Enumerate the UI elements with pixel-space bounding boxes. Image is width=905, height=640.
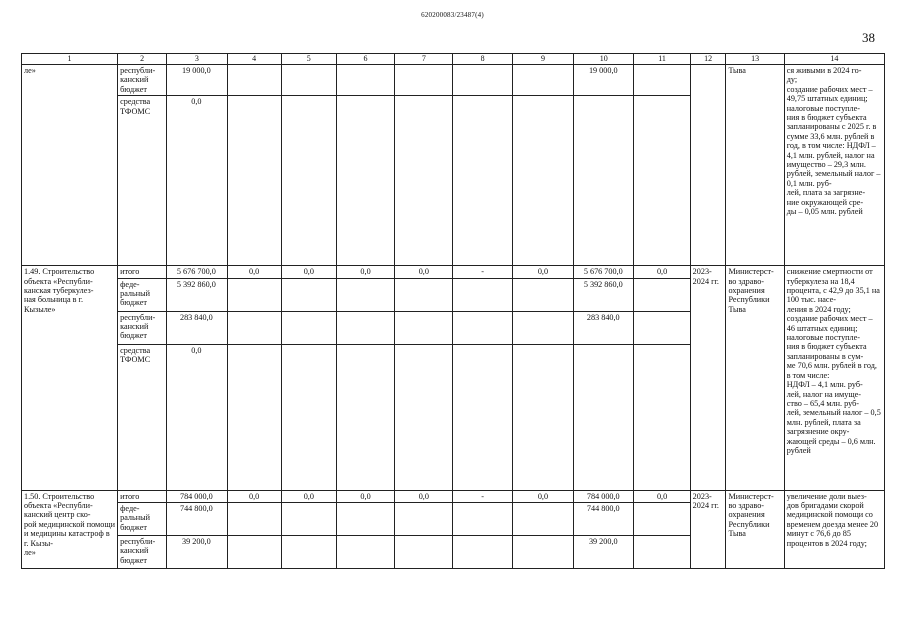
amount-cell [512, 503, 573, 536]
amount-cell [395, 503, 453, 536]
amount-cell [281, 278, 336, 311]
amount-cell [227, 96, 281, 266]
amount-cell [512, 278, 573, 311]
amount-cell: 0,0 [395, 266, 453, 278]
period-cell: 2023- 2024 гг. [690, 266, 726, 490]
amount-cell: 744 800,0 [574, 503, 634, 536]
measure-title-cell: 1.50. Строительство объекта «Республи- канский центр ско- рой медицинской помощи и медицины катастроф в г. Кызы- ле» [22, 490, 118, 568]
amount-cell: 0,0 [512, 490, 573, 502]
executor-cell: Министерст- во здраво- охранения Республики Тыва [726, 490, 784, 568]
table-row [22, 266, 885, 278]
amount-cell [227, 344, 281, 490]
amount-cell [512, 311, 573, 344]
amount-cell [395, 311, 453, 344]
table-row [22, 490, 885, 502]
column-number-cell: 14 [784, 54, 884, 65]
result-cell: увеличение доли выез- дов бригадами скорой медицинской помощи со временем доезда менее 20 минут с 76,6 до 85 процентов в 2024 году; [784, 490, 884, 568]
amount-cell [227, 65, 281, 96]
column-number-cell: 11 [634, 54, 690, 65]
amount-cell: 0,0 [281, 266, 336, 278]
amount-cell: 0,0 [395, 490, 453, 502]
amount-cell: 0,0 [634, 490, 690, 502]
funding-source-cell: республи- канский бюджет [118, 311, 167, 344]
column-number-cell: 4 [227, 54, 281, 65]
amount-cell [512, 96, 573, 266]
amount-cell: - [453, 266, 512, 278]
amount-cell: 0,0 [336, 490, 394, 502]
amount-cell: 0,0 [167, 96, 227, 266]
amount-cell: 0,0 [227, 490, 281, 502]
result-cell: снижение смертности от туберкулеза на 18,4 процента, с 42,9 до 35,1 на 100 тыс. насе- ления в 2024 году; создание рабочих мест – 46 штатных единиц; налоговые поступле- ния в бюджет субъекта запланированы в сум- ме 70,6 млн. рублей в год, в том числе: НДФЛ – 4,1 млн. руб- лей, налог на имуще- ство – 65,4 млн. руб- лей, земельный налог – 0,5 млн. рублей, плата за загрязнение окру- жающей среды – 0,6 млн. рублей [784, 266, 884, 490]
period-cell: 2023- 2024 гг. [690, 490, 726, 568]
column-number-row [22, 54, 885, 65]
amount-cell [512, 344, 573, 490]
amount-cell [336, 278, 394, 311]
funding-source-cell: средства ТФОМС [118, 344, 167, 490]
amount-cell [227, 536, 281, 569]
amount-cell [336, 311, 394, 344]
amount-cell: 784 000,0 [167, 490, 227, 502]
funding-source-cell: итого [118, 266, 167, 278]
amount-cell [634, 278, 690, 311]
amount-cell [453, 96, 512, 266]
amount-cell [395, 278, 453, 311]
amount-cell [634, 503, 690, 536]
document-id: 620200083/23487(4) [421, 11, 484, 19]
program-table [21, 53, 885, 569]
amount-cell [453, 65, 512, 96]
column-number-cell: 1 [22, 54, 118, 65]
amount-cell: 0,0 [281, 490, 336, 502]
measure-title-cell: ле» [22, 65, 118, 266]
amount-cell [336, 536, 394, 569]
amount-cell: 5 392 860,0 [574, 278, 634, 311]
amount-cell [281, 311, 336, 344]
amount-cell [634, 344, 690, 490]
amount-cell: - [453, 490, 512, 502]
funding-source-cell: феде- ральный бюджет [118, 503, 167, 536]
column-number-cell: 13 [726, 54, 784, 65]
amount-cell: 283 840,0 [167, 311, 227, 344]
amount-cell: 19 000,0 [167, 65, 227, 96]
amount-cell [574, 96, 634, 266]
amount-cell [453, 344, 512, 490]
amount-cell [634, 96, 690, 266]
column-number-cell: 2 [118, 54, 167, 65]
column-number-cell: 12 [690, 54, 726, 65]
column-number-cell: 10 [574, 54, 634, 65]
amount-cell: 283 840,0 [574, 311, 634, 344]
amount-cell: 0,0 [634, 266, 690, 278]
amount-cell: 784 000,0 [574, 490, 634, 502]
column-number-cell: 7 [395, 54, 453, 65]
amount-cell [395, 96, 453, 266]
amount-cell [453, 503, 512, 536]
column-number-cell: 3 [167, 54, 227, 65]
amount-cell [453, 311, 512, 344]
amount-cell: 5 676 700,0 [574, 266, 634, 278]
result-cell: ся живыми в 2024 го- ду; создание рабочих мест – 49,75 штатных единиц; налоговые поступле- ния в бюджет субъекта запланированы с 2025 г. в сумме 33,6 млн. рублей в год, в том числе: НДФЛ – 4,1 млн. рублей, налог на имущество – 29,3 млн. рублей, земельный налог – 0,1 млн. руб- лей, плата за загрязне- ние окружающей сре- ды – 0,05 млн. рублей [784, 65, 884, 266]
amount-cell: 0,0 [227, 266, 281, 278]
table-row [22, 65, 885, 96]
amount-cell: 744 800,0 [167, 503, 227, 536]
amount-cell: 0,0 [336, 266, 394, 278]
amount-cell [227, 278, 281, 311]
amount-cell [336, 96, 394, 266]
amount-cell: 39 200,0 [574, 536, 634, 569]
amount-cell [395, 344, 453, 490]
amount-cell [336, 344, 394, 490]
amount-cell [281, 344, 336, 490]
column-number-cell: 9 [512, 54, 573, 65]
amount-cell [634, 65, 690, 96]
amount-cell [634, 536, 690, 569]
amount-cell: 5 676 700,0 [167, 266, 227, 278]
amount-cell [634, 311, 690, 344]
funding-source-cell: республи- канский бюджет [118, 65, 167, 96]
amount-cell [453, 536, 512, 569]
column-number-cell: 5 [281, 54, 336, 65]
amount-cell [336, 503, 394, 536]
executor-cell: Тыва [726, 65, 784, 266]
amount-cell [574, 344, 634, 490]
amount-cell [281, 503, 336, 536]
period-cell [690, 65, 726, 266]
amount-cell: 39 200,0 [167, 536, 227, 569]
amount-cell [227, 503, 281, 536]
amount-cell [512, 65, 573, 96]
amount-cell [281, 536, 336, 569]
amount-cell: 19 000,0 [574, 65, 634, 96]
amount-cell: 0,0 [167, 344, 227, 490]
executor-cell: Министерст- во здраво- охранения Республики Тыва [726, 266, 784, 490]
amount-cell: 5 392 860,0 [167, 278, 227, 311]
amount-cell [395, 536, 453, 569]
amount-cell [395, 65, 453, 96]
page-number: 38 [862, 30, 875, 45]
amount-cell [512, 536, 573, 569]
amount-cell [281, 65, 336, 96]
funding-source-cell: средства ТФОМС [118, 96, 167, 266]
funding-source-cell: феде- ральный бюджет [118, 278, 167, 311]
amount-cell [453, 278, 512, 311]
funding-source-cell: итого [118, 490, 167, 502]
amount-cell [227, 311, 281, 344]
column-number-cell: 6 [336, 54, 394, 65]
amount-cell: 0,0 [512, 266, 573, 278]
measure-title-cell: 1.49. Строительство объекта «Республи- канская туберкулез- ная больница в г. Кызыле» [22, 266, 118, 490]
amount-cell [281, 96, 336, 266]
column-number-cell: 8 [453, 54, 512, 65]
amount-cell [336, 65, 394, 96]
funding-source-cell: республи- канский бюджет [118, 536, 167, 569]
